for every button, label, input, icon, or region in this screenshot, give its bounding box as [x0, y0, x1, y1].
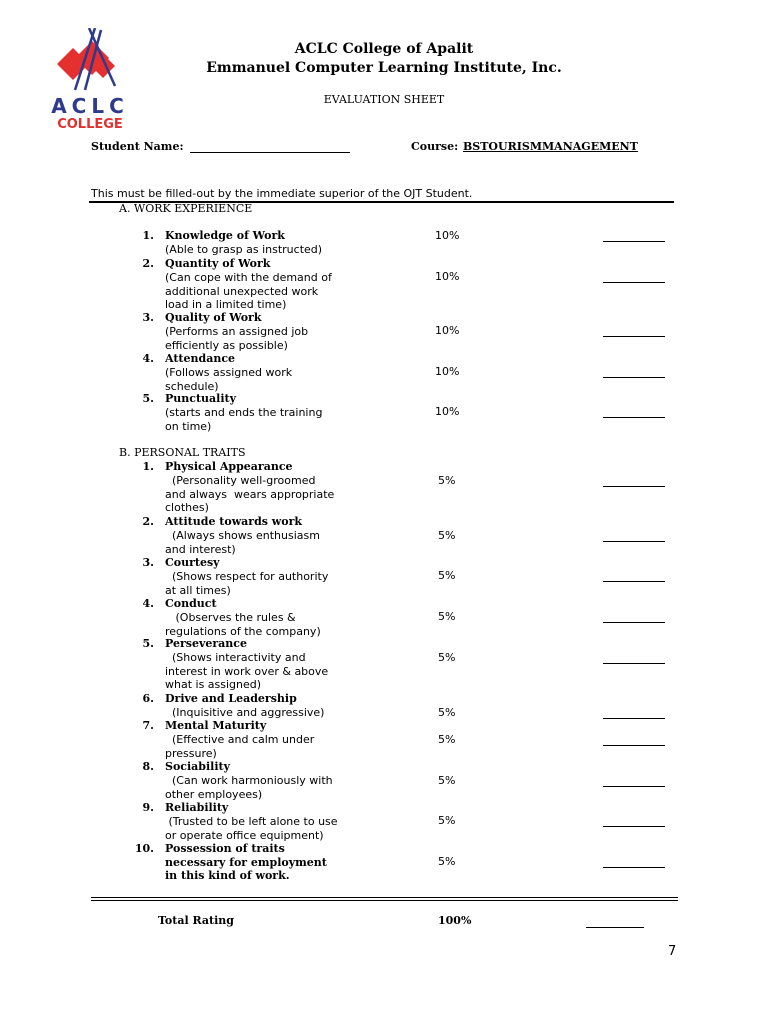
item-title: Knowledge of Work [165, 229, 285, 242]
item-title: Mental Maturity [165, 719, 267, 732]
rating-field[interactable] [603, 826, 665, 827]
item-number: 4. [142, 352, 154, 365]
item-weight: 5% [438, 774, 456, 787]
item-weight: 5% [438, 529, 456, 542]
instruction-text: This must be filled-out by the immediate superior of the OJT Student. [91, 187, 473, 200]
course-value: BSTOURISMMANAGEMENT [463, 140, 638, 153]
logo-aclc-text: ACLC [51, 94, 129, 118]
item-description: (Shows interactivity and interest in work over & above what is assigned) [165, 651, 329, 692]
item-number: 2. [142, 257, 154, 270]
item-weight: 10% [435, 270, 460, 283]
rating-field[interactable] [603, 377, 665, 378]
item-number: 1. [142, 460, 154, 473]
item-title: Punctuality [165, 392, 237, 405]
item-number: 1. [142, 229, 154, 242]
item-description: (Observes the rules & regulations of the company) [165, 611, 321, 638]
item-title: Conduct [165, 597, 217, 610]
item-description: (Follows assigned work schedule) [165, 366, 293, 393]
item-weight: 5% [438, 610, 456, 623]
total-rating-label: Total Rating [158, 914, 234, 927]
total-weight: 100% [438, 914, 472, 927]
item-description: (Performs an assigned job efficiently as possible) [165, 325, 309, 352]
item-title: Quantity of Work [165, 257, 271, 270]
student-name-label: Student Name: [91, 140, 184, 153]
item-number: 10. [134, 842, 154, 855]
item-title: Quality of Work [165, 311, 262, 324]
divider [91, 900, 678, 901]
item-number: 3. [142, 311, 154, 324]
item-description: (Shows respect for authority at all times) [165, 570, 329, 597]
logo-college-text: COLLEGE [57, 117, 123, 132]
item-number: 4. [142, 597, 154, 610]
item-description: (Always shows enthusiasm and interest) [165, 529, 320, 556]
total-rating-field[interactable] [586, 927, 644, 928]
item-number: 2. [142, 515, 154, 528]
item-weight: 5% [438, 706, 456, 719]
item-title: Reliability [165, 801, 229, 814]
item-number: 9. [142, 801, 154, 814]
item-weight: 5% [438, 733, 456, 746]
student-name-field[interactable] [190, 152, 350, 153]
item-weight: 10% [435, 365, 460, 378]
item-title: Drive and Leadership [165, 692, 297, 705]
rating-field[interactable] [603, 336, 665, 337]
item-number: 5. [142, 637, 154, 650]
rating-field[interactable] [603, 486, 665, 487]
rating-field[interactable] [603, 282, 665, 283]
sheet-title: EVALUATION SHEET [323, 93, 445, 106]
item-title: Courtesy [165, 556, 220, 569]
item-weight: 5% [438, 474, 456, 487]
item-number: 3. [142, 556, 154, 569]
item-title: Perseverance [165, 637, 247, 650]
item-title: Attitude towards work [165, 515, 303, 528]
rating-field[interactable] [603, 663, 665, 664]
school-name: ACLC College of Apalit [294, 41, 474, 57]
item-title: Attendance [165, 352, 236, 365]
section-b-heading: B. PERSONAL TRAITS [119, 446, 246, 459]
item-number: 6. [142, 692, 154, 705]
rating-field[interactable] [603, 417, 665, 418]
item-weight: 5% [438, 855, 456, 868]
item-description: (Personality well-groomed and always wears appropriate clothes) [165, 474, 335, 515]
item-weight: 5% [438, 814, 456, 827]
item-title: Sociability [165, 760, 230, 773]
item-number: 7. [142, 719, 154, 732]
section-a-heading: A. WORK EXPERIENCE [119, 202, 253, 215]
rating-field[interactable] [603, 745, 665, 746]
page-number: 7 [668, 944, 677, 959]
item-description: (Trusted to be left alone to use or operate office equipment) [165, 815, 338, 842]
rating-field[interactable] [603, 867, 665, 868]
rating-field[interactable] [603, 622, 665, 623]
rating-field[interactable] [603, 581, 665, 582]
item-title: Physical Appearance [165, 460, 293, 473]
item-description: (starts and ends the training on time) [165, 406, 323, 433]
rating-field[interactable] [603, 241, 665, 242]
item-description: (Effective and calm under pressure) [165, 733, 315, 760]
institute-name: Emmanuel Computer Learning Institute, Inc. [206, 60, 562, 76]
item-description: (Inquisitive and aggressive) [165, 706, 325, 719]
item-weight: 10% [435, 405, 460, 418]
rating-field[interactable] [603, 786, 665, 787]
item-weight: 10% [435, 324, 460, 337]
item-number: 5. [142, 392, 154, 405]
logo-emblem-icon [45, 28, 135, 98]
item-title: Possession of traits necessary for employment in this kind of work. [165, 842, 327, 883]
rating-field[interactable] [603, 541, 665, 542]
item-description: (Able to grasp as instructed) [165, 243, 323, 256]
item-weight: 5% [438, 651, 456, 664]
rating-field[interactable] [603, 718, 665, 719]
college-logo [45, 28, 135, 138]
course-label: Course: [411, 140, 459, 153]
divider [91, 897, 678, 898]
item-description: (Can cope with the demand of additional unexpected work load in a limited time) [165, 271, 332, 312]
item-description: (Can work harmoniously with other employees) [165, 774, 333, 801]
item-weight: 5% [438, 569, 456, 582]
item-number: 8. [142, 760, 154, 773]
item-weight: 10% [435, 229, 460, 242]
